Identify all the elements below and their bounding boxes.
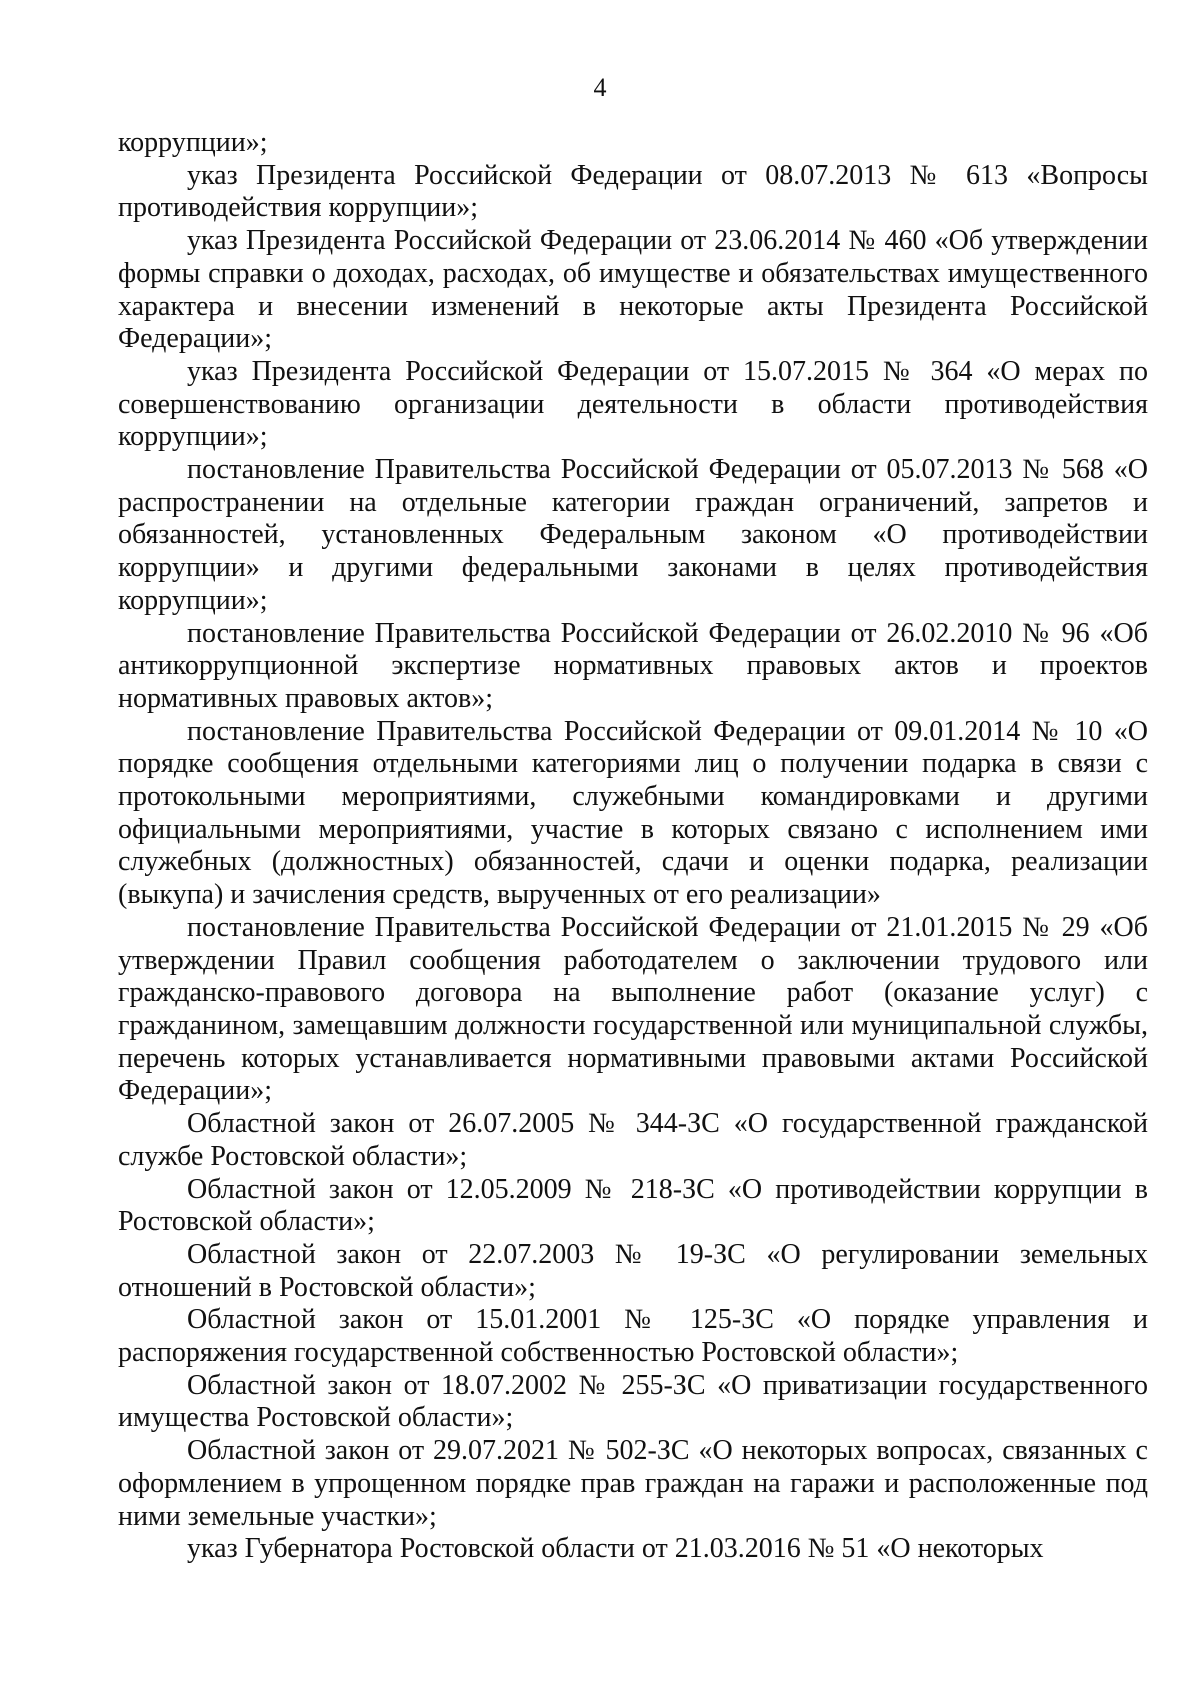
paragraph-regional-law-19: Областной закон от 22.07.2003 № 19-ЗС «О регулировании земельных отношений в Ростовской области»; [118, 1238, 1148, 1303]
paragraph-decree-364: указ Президента Российской Федерации от 15.07.2015 № 364 «О мерах по совершенствованию организации деятельности в области противодействия коррупции»; [118, 355, 1148, 453]
paragraph-continuation: коррупции»; [118, 127, 268, 158]
page-number: 4 [593, 73, 607, 102]
paragraph-resolution-29: постановление Правительства Российской Федерации от 21.01.2015 № 29 «Об утверждении Правил сообщения работодателем о заключении трудового или гражданско-правового договора на выполнение работ (оказание услуг) с гражданином, замещавшим должности государственной или муниципальной службы, перечень которых устанавливается нормативными правовыми актами Российской Федерации»; [118, 911, 1148, 1107]
document-body [118, 127, 1148, 1566]
paragraph-regional-law-125: Областной закон от 15.01.2001 № 125-ЗС «О порядке управления и распоряжения государственной собственностью Ростовской области»; [118, 1304, 1148, 1369]
paragraph-regional-law-344: Областной закон от 26.07.2005 № 344-ЗС «О государственной гражданской службе Ростовской области»; [118, 1108, 1148, 1172]
paragraph-resolution-568: постановление Правительства Российской Федерации от 05.07.2013 № 568 «О распространении на отдельные категории граждан ограничений, запретов и обязанностей, установленных Федеральным законом «О противодействии коррупции» и другими федеральными законами в целях противодействия коррупции»; [118, 454, 1148, 616]
paragraph-regional-law-218: Областной закон от 12.05.2009 № 218-ЗС «О противодействии коррупции в Ростовской области»; [118, 1173, 1148, 1238]
paragraph-regional-law-255: Областной закон от 18.07.2002 № 255-ЗС «О приватизации государственного имущества Ростовской области»; [118, 1369, 1148, 1434]
paragraph-resolution-96: постановление Правительства Российской Федерации от 26.02.2010 № 96 «Об антикоррупционной экспертизе нормативных правовых актов и проектов нормативных правовых актов»; [118, 617, 1148, 714]
paragraph-resolution-10: постановление Правительства Российской Федерации от 09.01.2014 № 10 «О порядке сообщения отдельными категориями лиц о получении подарка в связи с протокольными мероприятиями, служебными командировками и другими официальными мероприятиями, участие в которых связано с исполнением ими служебных (должностных) обязанностей, сдачи и оценки подарка, реализации (выкупа) и зачисления средств, вырученных от его реализации» [118, 715, 1148, 911]
paragraph-decree-460: указ Президента Российской Федерации от 23.06.2014 № 460 «Об утверждении формы справки о доходах, расходах, об имуществе и обязательствах имущественного характера и внесении изменений в некоторые акты Президента Российской Федерации»; [118, 225, 1148, 355]
paragraph-decree-613: указ Президента Российской Федерации от 08.07.2013 № 613 «Вопросы противодействия коррупции»; [118, 159, 1148, 224]
paragraph-governor-decree-51: указ Губернатора Ростовской области от 21.03.2016 № 51 «О некоторых [187, 1533, 1044, 1565]
paragraph-regional-law-502: Областной закон от 29.07.2021 № 502-ЗС «О некоторых вопросах, связанных с оформлением в упрощенном порядке прав граждан на гаражи и расположенные под ними земельные участки»; [118, 1435, 1148, 1532]
